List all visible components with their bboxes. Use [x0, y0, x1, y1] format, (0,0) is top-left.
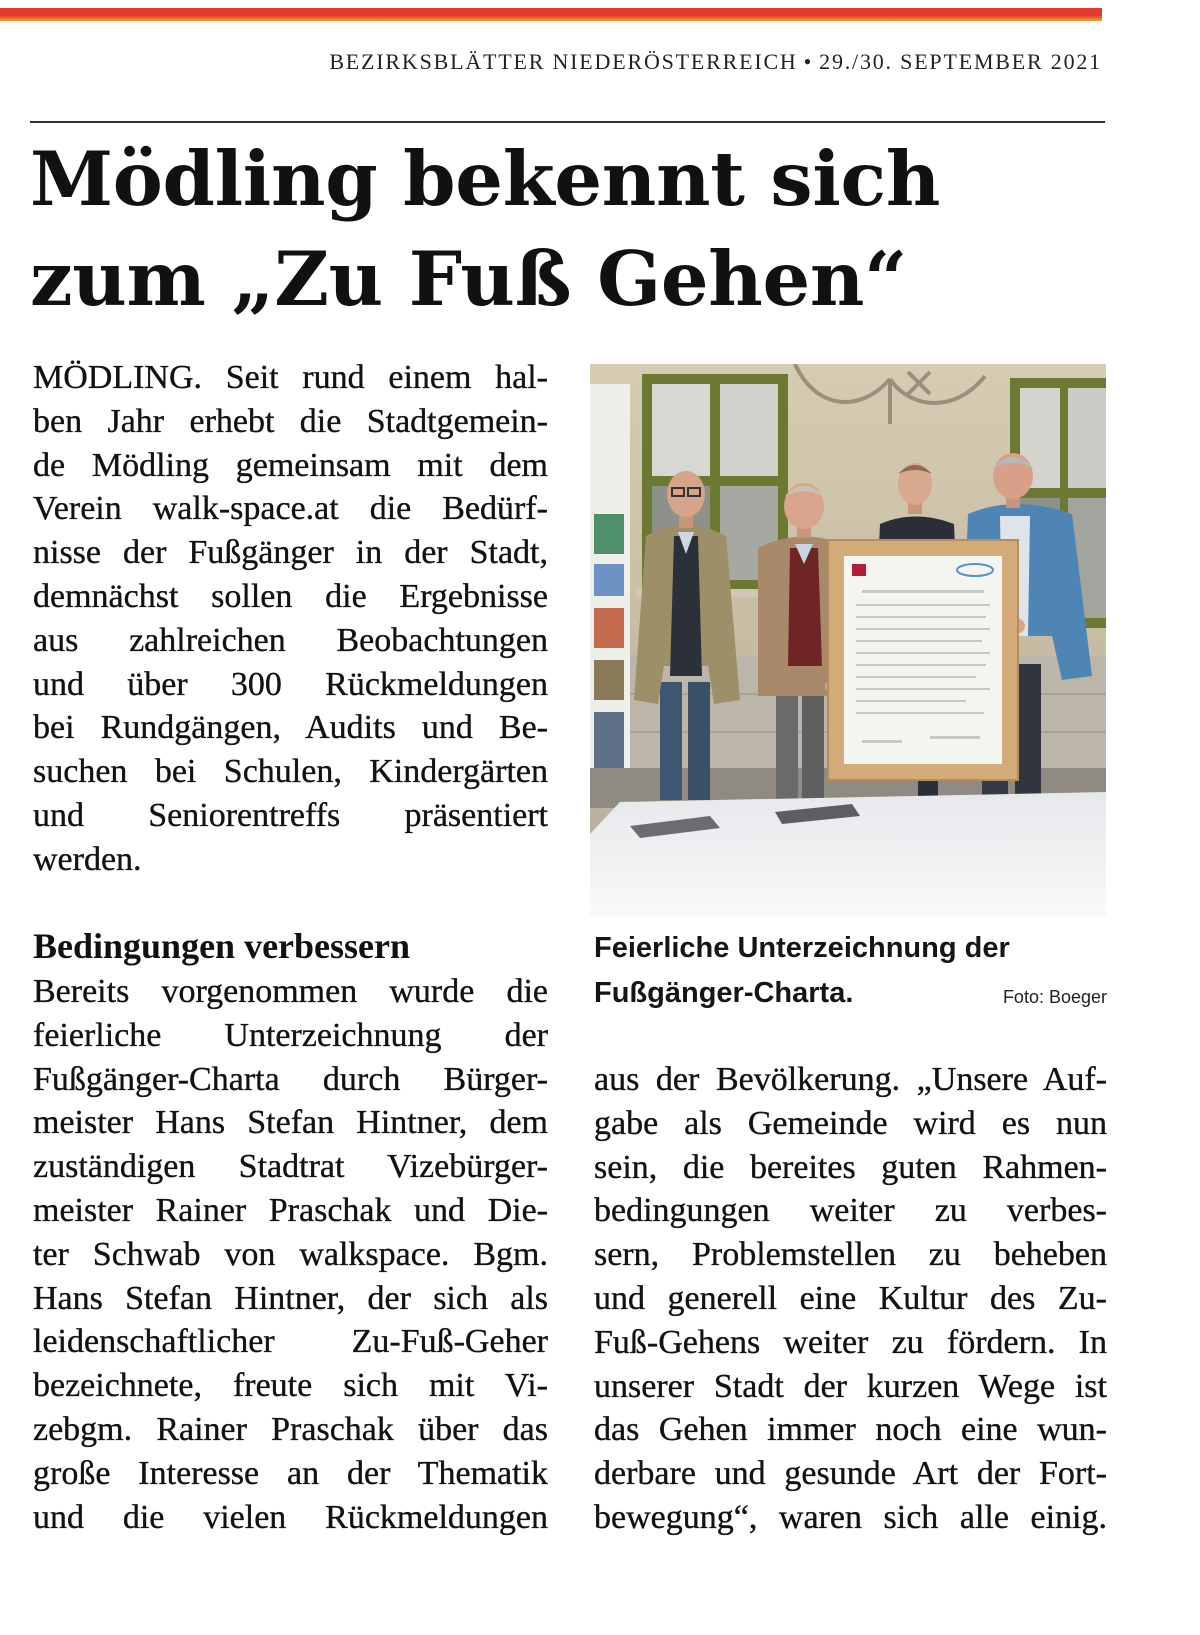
body-line: bezeichnete, freute sich mit Vi- — [33, 1367, 548, 1405]
intro-line: demnächst sollen die Ergebnisse — [33, 577, 548, 615]
masthead — [329, 46, 1102, 78]
body-line: Fuß-Gehens weiter zu fördern. In — [594, 1323, 1107, 1361]
body-line: Fußgänger-Charta durch Bürger- — [33, 1060, 548, 1098]
intro-line: Verein walk-space.at die Bedürf- — [33, 490, 548, 528]
intro-line: und Seniorentreffs präsentiert — [33, 796, 548, 834]
body-line: feierliche Unterzeichnung der — [33, 1016, 548, 1054]
intro-line: bei Rundgängen, Audits und Be- — [33, 709, 548, 747]
section-subheading: Bedingungen verbessern — [33, 926, 411, 966]
intro-line: nisse der Fußgänger in der Stadt, — [33, 534, 548, 572]
body-line: aus der Bevölkerung. „Unsere Auf- — [594, 1061, 1107, 1098]
body-line: und generell eine Kultur des Zu- — [594, 1279, 1107, 1317]
body-line: meister Rainer Praschak und Die- — [33, 1191, 548, 1229]
intro-line: ben Jahr erhebt die Stadtgemein- — [33, 402, 548, 440]
body-line: leidenschaftlicher Zu-Fuß-Geher — [33, 1323, 548, 1361]
body-line: Bereits vorgenommen wurde die — [33, 973, 548, 1010]
issue-date: 29./30. SEPTEMBER 2021 — [819, 49, 1102, 74]
body-line: meister Hans Stefan Hintner, dem — [33, 1104, 548, 1142]
body-line: derbare und gesunde Art der Fort- — [594, 1455, 1107, 1493]
intro-line: werden. — [33, 840, 142, 878]
body-column-right — [594, 1058, 1107, 1540]
masthead-separator: • — [803, 49, 814, 74]
headline-line: zum „Zu Fuß Gehen“ — [30, 235, 907, 323]
body-line: Hans Stefan Hintner, der sich als — [33, 1279, 548, 1317]
headline — [30, 129, 940, 329]
photo-credit: Foto: Boeger — [1002, 987, 1107, 1007]
body-line: zebgm. Rainer Praschak über das — [33, 1410, 548, 1448]
charter-paper — [844, 556, 1002, 764]
body-column-left — [33, 970, 548, 1539]
header-rule — [30, 121, 1105, 123]
headline-line: Mödling bekennt sich — [30, 135, 941, 223]
intro-line: aus zahlreichen Beobachtungen — [33, 621, 548, 659]
charter-frame — [828, 540, 1018, 780]
body-line: zuständigen Stadtrat Vizebürger- — [33, 1148, 548, 1186]
intro-line: MÖDLING. Seit rund einem hal- — [33, 359, 548, 396]
body-line: große Interesse an der Thematik — [33, 1454, 548, 1492]
poster-stand — [590, 384, 630, 804]
body-line: und die vielen Rückmeldungen — [33, 1498, 548, 1536]
intro-line: de Mödling gemeinsam mit dem — [33, 446, 548, 484]
body-line: ter Schwab von walkspace. Bgm. — [33, 1235, 548, 1273]
body-line: sern, Problemstellen zu beheben — [594, 1236, 1107, 1274]
body-line: gabe als Gemeinde wird es nun — [594, 1104, 1107, 1142]
photo-caption-line: Feierliche Unterzeichnung der — [594, 932, 1010, 964]
publication-name: BEZIRKSBLÄTTER NIEDERÖSTERREICH — [329, 49, 798, 74]
body-line: das Gehen immer noch eine wun- — [594, 1411, 1107, 1449]
body-line: bewegung“, waren sich alle einig. — [594, 1498, 1107, 1536]
body-line: bedingungen weiter zu verbes- — [594, 1192, 1107, 1230]
intro-line: und über 300 Rückmeldungen — [33, 665, 548, 703]
intro-line: suchen bei Schulen, Kindergärten — [33, 753, 548, 791]
photo-caption-line: Fußgänger-Charta. — [594, 977, 854, 1009]
table — [590, 792, 1106, 916]
photo-caption — [594, 926, 1010, 1016]
body-line: sein, die bereites guten Rahmen- — [594, 1148, 1107, 1186]
body-line: unserer Stadt der kurzen Wege ist — [594, 1367, 1107, 1405]
accent-stripe — [0, 8, 1102, 21]
article-photo — [590, 364, 1106, 916]
intro-paragraph — [33, 356, 548, 882]
